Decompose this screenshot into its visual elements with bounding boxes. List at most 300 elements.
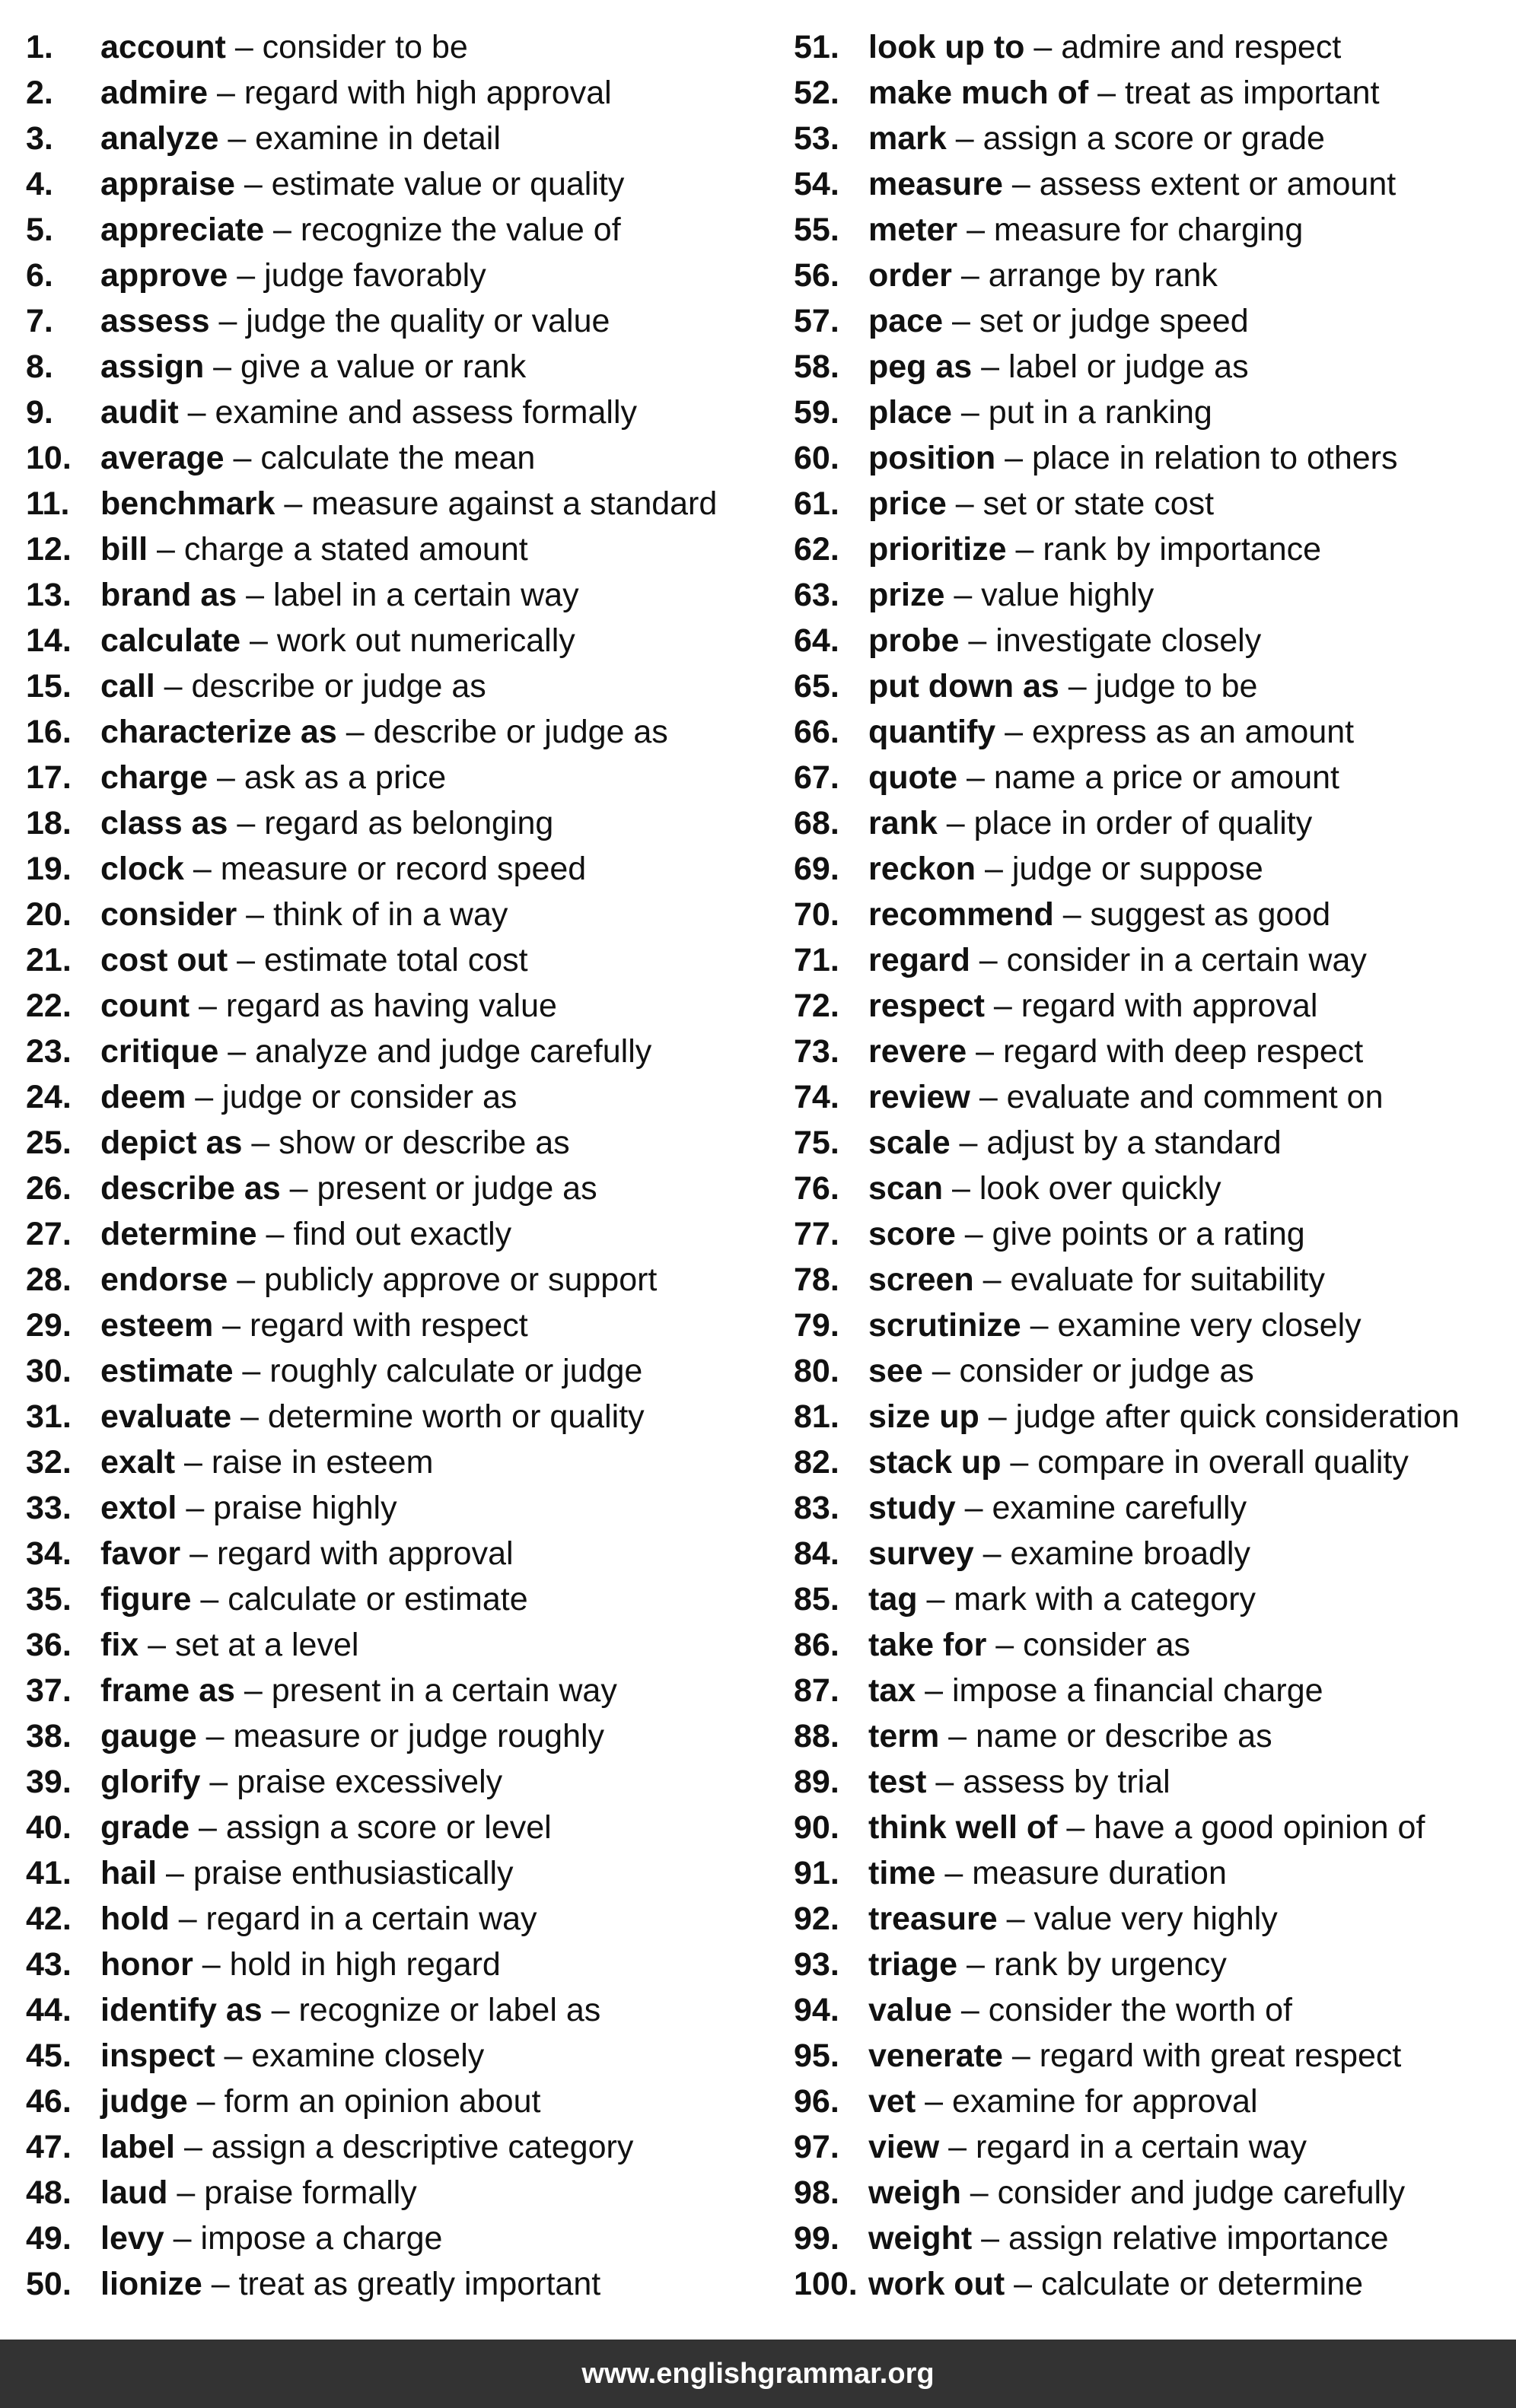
- item-number: 87.: [794, 1672, 839, 1709]
- item-definition: – place in order of quality: [937, 805, 1313, 841]
- item-term: meter: [868, 212, 958, 248]
- item-number: 35.: [26, 1581, 72, 1618]
- item-text: [100, 1896, 537, 1942]
- list-item: [794, 435, 1509, 481]
- item-definition: – arrange by rank: [951, 257, 1218, 294]
- item-number: 49.: [26, 2220, 72, 2257]
- item-text: [868, 253, 1218, 298]
- item-number: 39.: [26, 1764, 72, 1800]
- item-definition: – set at a level: [139, 1627, 359, 1663]
- item-term: weigh: [868, 2174, 961, 2211]
- item-definition: – set or judge speed: [943, 303, 1249, 339]
- item-number: 24.: [26, 1079, 72, 1115]
- item-term: stack up: [868, 1444, 1002, 1481]
- item-text: [100, 983, 557, 1029]
- list-item: [26, 2033, 772, 2079]
- item-text: [868, 1348, 1254, 1394]
- item-text: [868, 1303, 1362, 1348]
- item-term: look up to: [868, 29, 1025, 65]
- item-text: [868, 2216, 1389, 2261]
- item-definition: – judge the quality or value: [209, 303, 610, 339]
- list-item: [26, 1485, 772, 1531]
- item-definition: – examine broadly: [973, 1535, 1250, 1572]
- list-item: [26, 1257, 772, 1303]
- item-term: average: [100, 440, 225, 476]
- list-item: [794, 709, 1509, 755]
- item-term: grade: [100, 1809, 190, 1846]
- item-number: 23.: [26, 1033, 72, 1070]
- item-number: 19.: [26, 851, 72, 887]
- item-text: [100, 709, 668, 755]
- item-text: [868, 1257, 1325, 1303]
- item-definition: – regard as having value: [190, 988, 557, 1024]
- list-item: [794, 344, 1509, 390]
- item-number: 78.: [794, 1261, 839, 1298]
- item-number: 81.: [794, 1398, 839, 1435]
- list-item: [26, 1668, 772, 1713]
- item-number: 99.: [794, 2220, 839, 2257]
- item-number: 58.: [794, 348, 839, 385]
- list-item: [794, 24, 1509, 70]
- item-text: [868, 435, 1397, 481]
- item-term: assign: [100, 348, 205, 385]
- list-item: [26, 800, 772, 846]
- list-item: [794, 892, 1509, 937]
- list-item: [26, 390, 772, 435]
- item-text: [100, 207, 621, 253]
- list-item: [26, 435, 772, 481]
- item-term: review: [868, 1079, 970, 1115]
- item-number: 54.: [794, 166, 839, 202]
- item-definition: – impose a financial charge: [916, 1672, 1323, 1709]
- item-definition: – praise formally: [167, 2174, 417, 2211]
- list-item: [794, 1713, 1509, 1759]
- item-definition: – treat as important: [1088, 75, 1380, 111]
- item-definition: – give a value or rank: [204, 348, 527, 385]
- list-item: [794, 298, 1509, 344]
- item-definition: – consider and judge carefully: [960, 2174, 1406, 2211]
- item-text: [100, 1166, 597, 1211]
- item-number: 79.: [794, 1307, 839, 1344]
- list-item: [794, 2170, 1509, 2216]
- item-text: [868, 2079, 1258, 2124]
- item-text: [868, 800, 1312, 846]
- list-item: [26, 1439, 772, 1485]
- item-text: [100, 1029, 651, 1074]
- item-definition: – examine carefully: [955, 1490, 1247, 1526]
- item-term: appraise: [100, 166, 235, 202]
- item-definition: – raise in esteem: [175, 1444, 434, 1481]
- item-term: put down as: [868, 668, 1059, 705]
- item-number: 43.: [26, 1946, 72, 1983]
- item-term: label: [100, 2129, 175, 2165]
- item-text: [100, 526, 528, 572]
- item-definition: – compare in overall quality: [1001, 1444, 1409, 1481]
- item-text: [100, 892, 508, 937]
- item-term: lionize: [100, 2266, 202, 2302]
- item-number: 48.: [26, 2174, 72, 2211]
- item-number: 29.: [26, 1307, 72, 1344]
- item-definition: – assess extent or amount: [1002, 166, 1397, 202]
- list-item: [794, 1576, 1509, 1622]
- list-item: [26, 1576, 772, 1622]
- item-definition: – judge or consider as: [186, 1079, 518, 1115]
- item-term: critique: [100, 1033, 219, 1070]
- item-definition: – assign a score or grade: [946, 120, 1325, 157]
- item-term: exalt: [100, 1444, 176, 1481]
- item-definition: – judge to be: [1059, 668, 1258, 705]
- item-term: weight: [868, 2220, 973, 2257]
- item-text: [100, 70, 612, 116]
- item-term: call: [100, 668, 155, 705]
- item-term: take for: [868, 1627, 987, 1663]
- list-item: [794, 1485, 1509, 1531]
- item-text: [100, 1485, 397, 1531]
- item-term: peg as: [868, 348, 973, 385]
- item-term: order: [868, 257, 952, 294]
- item-term: class as: [100, 805, 228, 841]
- item-number: 74.: [794, 1079, 839, 1115]
- list-item: [26, 2170, 772, 2216]
- item-number: 52.: [794, 75, 839, 111]
- item-definition: – measure against a standard: [275, 485, 718, 522]
- item-number: 44.: [26, 1992, 72, 2028]
- list-item: [26, 1166, 772, 1211]
- list-item: [26, 937, 772, 983]
- item-term: vet: [868, 2083, 916, 2120]
- item-text: [100, 846, 586, 892]
- item-text: [100, 1531, 514, 1576]
- item-text: [868, 709, 1354, 755]
- item-text: [100, 481, 717, 526]
- item-number: 1.: [26, 29, 53, 65]
- list-item: [26, 207, 772, 253]
- item-term: evaluate: [100, 1398, 232, 1435]
- item-number: 64.: [794, 622, 839, 659]
- item-term: describe as: [100, 1170, 281, 1207]
- item-number: 18.: [26, 805, 72, 841]
- item-text: [100, 1713, 604, 1759]
- item-definition: – consider or judge as: [922, 1353, 1254, 1389]
- item-definition: – adjust by a standard: [950, 1124, 1282, 1161]
- item-number: 70.: [794, 896, 839, 933]
- item-text: [100, 1942, 501, 1987]
- item-number: 72.: [794, 988, 839, 1024]
- item-text: [100, 1668, 617, 1713]
- item-number: 26.: [26, 1170, 72, 1207]
- item-number: 37.: [26, 1672, 72, 1709]
- item-definition: – put in a ranking: [951, 394, 1212, 431]
- item-definition: – show or describe as: [242, 1124, 570, 1161]
- list-item: [26, 298, 772, 344]
- item-definition: – regard with approval: [984, 988, 1318, 1024]
- list-item: [794, 2079, 1509, 2124]
- item-number: 82.: [794, 1444, 839, 1481]
- list-item: [26, 2124, 772, 2170]
- item-text: [100, 1850, 514, 1896]
- item-definition: – give points or a rating: [955, 1216, 1305, 1252]
- item-term: tax: [868, 1672, 916, 1709]
- item-number: 21.: [26, 942, 72, 978]
- list-item: [26, 572, 772, 618]
- list-item: [26, 1120, 772, 1166]
- item-text: [868, 298, 1249, 344]
- item-number: 69.: [794, 851, 839, 887]
- list-item: [26, 161, 772, 207]
- item-term: tag: [868, 1581, 918, 1618]
- item-text: [100, 1074, 517, 1120]
- item-text: [868, 1074, 1384, 1120]
- item-text: [868, 70, 1380, 116]
- item-number: 89.: [794, 1764, 839, 1800]
- item-definition: – name a price or amount: [957, 759, 1339, 796]
- item-text: [100, 24, 468, 70]
- item-term: analyze: [100, 120, 219, 157]
- item-text: [100, 1805, 552, 1850]
- item-definition: – treat as greatly important: [202, 2266, 601, 2302]
- item-term: respect: [868, 988, 985, 1024]
- item-definition: – consider in a certain way: [970, 942, 1367, 978]
- item-term: charge: [100, 759, 209, 796]
- item-text: [100, 253, 486, 298]
- item-definition: – have a good opinion of: [1057, 1809, 1425, 1846]
- list-item: [26, 983, 772, 1029]
- item-number: 68.: [794, 805, 839, 841]
- list-item: [794, 1348, 1509, 1394]
- item-number: 63.: [794, 577, 839, 613]
- list-item: [794, 207, 1509, 253]
- list-item: [794, 1622, 1509, 1668]
- item-text: [868, 846, 1263, 892]
- item-number: 98.: [794, 2174, 839, 2211]
- item-term: quote: [868, 759, 958, 796]
- list-item: [26, 1531, 772, 1576]
- item-text: [100, 2033, 484, 2079]
- item-term: cost out: [100, 942, 228, 978]
- item-term: brand as: [100, 577, 237, 613]
- list-item: [26, 892, 772, 937]
- list-item: [26, 1622, 772, 1668]
- item-text: [100, 1759, 502, 1805]
- item-text: [100, 298, 610, 344]
- item-term: favor: [100, 1535, 181, 1572]
- list-item: [794, 1850, 1509, 1896]
- item-term: levy: [100, 2220, 164, 2257]
- item-definition: – consider to be: [225, 29, 468, 65]
- item-text: [100, 2216, 442, 2261]
- item-definition: – measure for charging: [957, 212, 1304, 248]
- item-term: make much of: [868, 75, 1089, 111]
- item-number: 94.: [794, 1992, 839, 2028]
- item-number: 40.: [26, 1809, 72, 1846]
- item-term: prioritize: [868, 531, 1007, 568]
- item-term: laud: [100, 2174, 168, 2211]
- item-term: approve: [100, 257, 228, 294]
- item-term: honor: [100, 1946, 193, 1983]
- item-definition: – present in a certain way: [234, 1672, 617, 1709]
- item-definition: – analyze and judge carefully: [218, 1033, 652, 1070]
- item-definition: – measure or record speed: [183, 851, 587, 887]
- list-item: [794, 1668, 1509, 1713]
- item-term: triage: [868, 1946, 958, 1983]
- item-text: [100, 435, 535, 481]
- item-definition: – examine and assess formally: [178, 394, 637, 431]
- item-term: characterize as: [100, 714, 337, 750]
- item-number: 60.: [794, 440, 839, 476]
- item-text: [868, 207, 1303, 253]
- item-definition: – examine in detail: [218, 120, 501, 157]
- item-number: 2.: [26, 75, 53, 111]
- item-term: appreciate: [100, 212, 265, 248]
- list-item: [26, 1896, 772, 1942]
- item-text: [868, 1029, 1363, 1074]
- list-item: [794, 983, 1509, 1029]
- item-text: [868, 1850, 1227, 1896]
- item-number: 3.: [26, 120, 53, 157]
- list-item: [26, 70, 772, 116]
- item-number: 85.: [794, 1581, 839, 1618]
- item-number: 46.: [26, 2083, 72, 2120]
- item-number: 28.: [26, 1261, 72, 1298]
- item-definition: – regard with high approval: [208, 75, 612, 111]
- item-definition: – assign relative importance: [972, 2220, 1389, 2257]
- item-definition: – place in relation to others: [995, 440, 1398, 476]
- footer-website-link[interactable]: www.englishgrammar.org: [581, 2358, 935, 2390]
- item-text: [868, 1668, 1323, 1713]
- item-number: 17.: [26, 759, 72, 796]
- item-number: 4.: [26, 166, 53, 202]
- list-item: [794, 2261, 1509, 2307]
- item-text: [868, 755, 1339, 800]
- list-item: [26, 1074, 772, 1120]
- item-term: audit: [100, 394, 179, 431]
- item-definition: – praise enthusiastically: [157, 1855, 514, 1891]
- item-text: [868, 1531, 1250, 1576]
- item-term: see: [868, 1353, 923, 1389]
- item-text: [100, 1348, 642, 1394]
- item-text: [868, 24, 1341, 70]
- item-term: estimate: [100, 1353, 234, 1389]
- item-term: account: [100, 29, 226, 65]
- item-definition: – rank by urgency: [957, 1946, 1227, 1983]
- item-term: inspect: [100, 2037, 215, 2074]
- item-definition: – measure or judge roughly: [196, 1718, 605, 1754]
- item-text: [100, 1303, 528, 1348]
- item-number: 36.: [26, 1627, 72, 1663]
- item-definition: – express as an amount: [995, 714, 1355, 750]
- item-definition: – calculate or estimate: [191, 1581, 528, 1618]
- item-number: 91.: [794, 1855, 839, 1891]
- item-definition: – measure duration: [935, 1855, 1227, 1891]
- item-definition: – regard in a certain way: [939, 2129, 1307, 2165]
- list-item: [26, 1394, 772, 1439]
- item-term: reckon: [868, 851, 976, 887]
- item-definition: – ask as a price: [208, 759, 447, 796]
- item-number: 97.: [794, 2129, 839, 2165]
- item-text: [868, 572, 1154, 618]
- item-term: venerate: [868, 2037, 1003, 2074]
- item-text: [868, 618, 1261, 663]
- item-text: [868, 983, 1317, 1029]
- item-number: 73.: [794, 1033, 839, 1070]
- item-definition: – evaluate for suitability: [973, 1261, 1325, 1298]
- list-item: [794, 116, 1509, 161]
- item-term: judge: [100, 2083, 188, 2120]
- word-list-column-left: [26, 24, 772, 2307]
- item-term: size up: [868, 1398, 979, 1435]
- item-text: [100, 1394, 645, 1439]
- item-term: score: [868, 1216, 956, 1252]
- item-term: think well of: [868, 1809, 1058, 1846]
- item-number: 80.: [794, 1353, 839, 1389]
- item-number: 20.: [26, 896, 72, 933]
- list-item: [794, 1439, 1509, 1485]
- item-text: [868, 526, 1321, 572]
- item-text: [100, 1576, 528, 1622]
- item-definition: – regard as belonging: [228, 805, 554, 841]
- list-item: [794, 1759, 1509, 1805]
- item-number: 22.: [26, 988, 72, 1024]
- item-term: mark: [868, 120, 947, 157]
- item-term: revere: [868, 1033, 967, 1070]
- item-number: 96.: [794, 2083, 839, 2120]
- item-text: [868, 1942, 1227, 1987]
- item-text: [868, 1896, 1278, 1942]
- item-definition: – name or describe as: [939, 1718, 1272, 1754]
- item-term: scale: [868, 1124, 951, 1161]
- item-number: 50.: [26, 2266, 72, 2302]
- item-term: work out: [868, 2266, 1005, 2302]
- item-text: [100, 116, 501, 161]
- list-item: [26, 2079, 772, 2124]
- item-definition: – regard with deep respect: [967, 1033, 1364, 1070]
- list-item: [794, 2124, 1509, 2170]
- item-term: assess: [100, 303, 210, 339]
- item-text: [100, 1622, 358, 1668]
- item-text: [100, 1257, 657, 1303]
- item-term: scan: [868, 1170, 944, 1207]
- item-number: 59.: [794, 394, 839, 431]
- item-definition: – assess by trial: [926, 1764, 1170, 1800]
- item-number: 83.: [794, 1490, 839, 1526]
- item-text: [100, 344, 526, 390]
- item-text: [868, 2124, 1307, 2170]
- item-definition: – estimate value or quality: [234, 166, 625, 202]
- item-number: 27.: [26, 1216, 72, 1252]
- list-item: [26, 344, 772, 390]
- item-term: time: [868, 1855, 936, 1891]
- list-item: [794, 1074, 1509, 1120]
- item-text: [868, 344, 1249, 390]
- item-term: fix: [100, 1627, 139, 1663]
- list-item: [794, 1942, 1509, 1987]
- item-definition: – describe or judge as: [336, 714, 668, 750]
- item-term: depict as: [100, 1124, 243, 1161]
- item-term: position: [868, 440, 996, 476]
- item-term: figure: [100, 1581, 192, 1618]
- item-definition: – regard with respect: [213, 1307, 528, 1344]
- item-number: 42.: [26, 1901, 72, 1937]
- item-definition: – calculate or determine: [1005, 2266, 1364, 2302]
- item-text: [868, 390, 1212, 435]
- list-item: [794, 937, 1509, 983]
- item-text: [100, 1120, 570, 1166]
- item-definition: – publicly approve or support: [228, 1261, 658, 1298]
- item-definition: – think of in a way: [237, 896, 508, 933]
- item-definition: – rank by importance: [1006, 531, 1322, 568]
- list-item: [794, 755, 1509, 800]
- list-item: [26, 2216, 772, 2261]
